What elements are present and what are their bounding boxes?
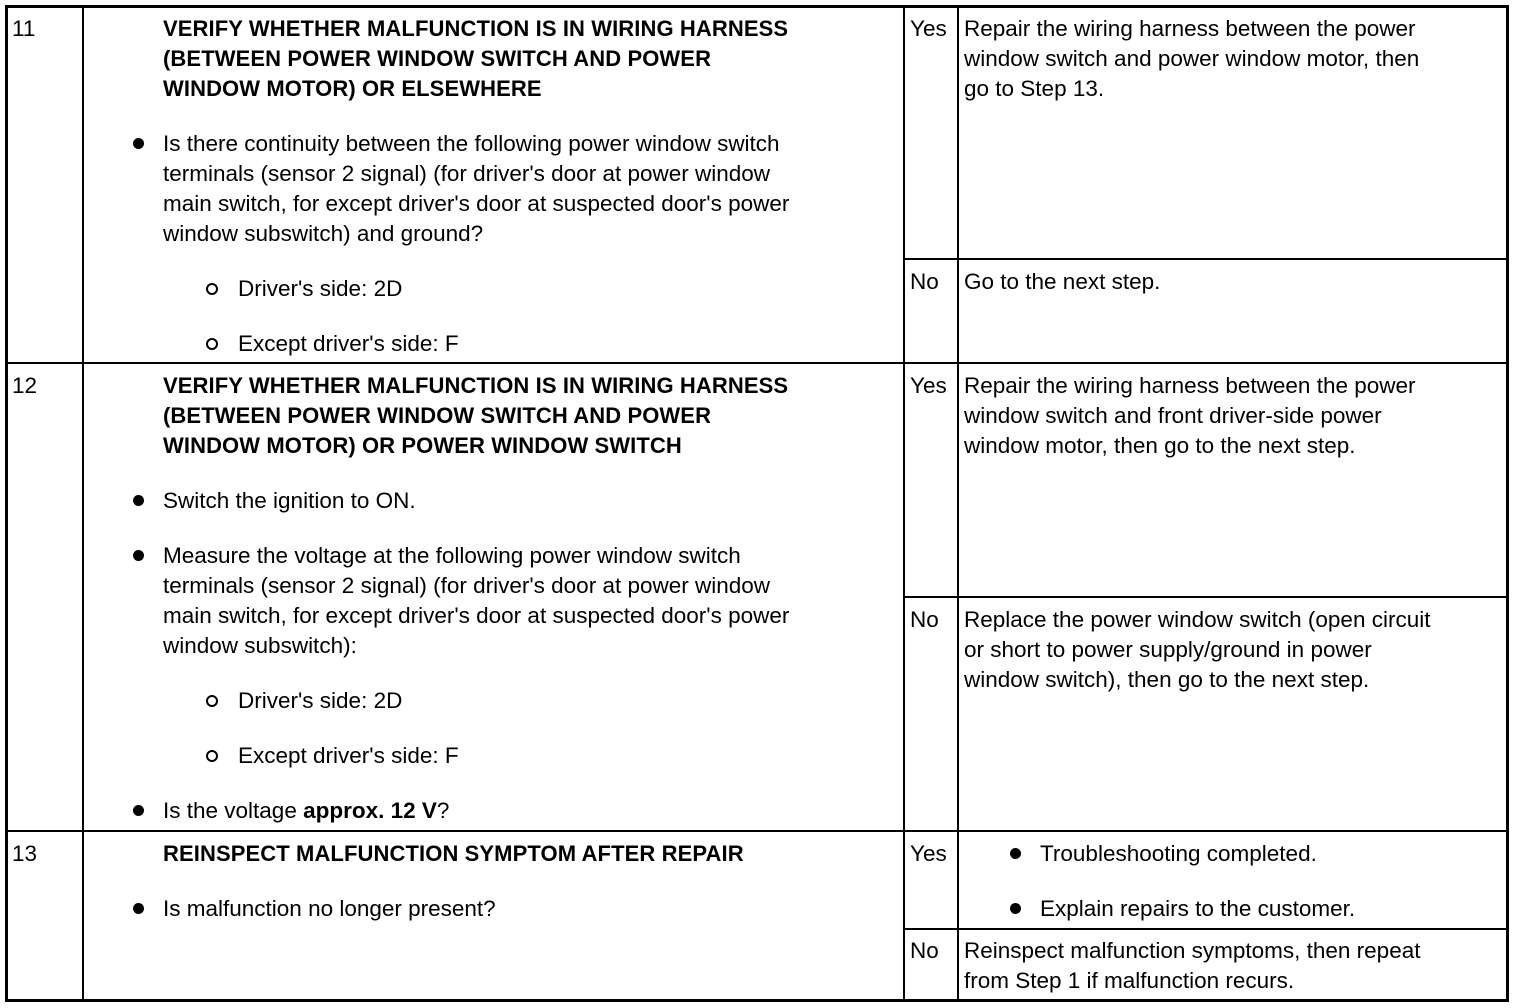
- sub-item: Except driver's side: F: [238, 743, 459, 768]
- divider-12-yes-no: [903, 596, 1506, 598]
- step-number: 13: [12, 841, 38, 866]
- sub-bullet-icon: [206, 283, 218, 295]
- bullet-icon: [133, 805, 144, 816]
- yes-action: Explain repairs to the customer.: [1040, 896, 1356, 921]
- bullet-icon: [133, 903, 144, 914]
- bullet-icon: [133, 550, 144, 561]
- no-label: No: [910, 607, 939, 632]
- bullet-icon: [1010, 848, 1021, 859]
- step-number: 11: [12, 16, 36, 41]
- divider-step-column: [82, 5, 84, 999]
- sub-bullet-icon: [206, 695, 218, 707]
- no-label: No: [910, 269, 939, 294]
- inspection-item: Is malfunction no longer present?: [163, 896, 496, 921]
- step-number: 12: [12, 373, 38, 398]
- divider-13-yes-no: [903, 928, 1506, 930]
- sub-item: Driver's side: 2D: [238, 276, 403, 301]
- yes-label: Yes: [910, 16, 947, 41]
- divider-result-column: [957, 5, 959, 999]
- step-heading: REINSPECT MALFUNCTION SYMPTOM AFTER REPAIR: [163, 841, 744, 866]
- yes-action: Troubleshooting completed.: [1040, 841, 1317, 866]
- bullet-icon: [1010, 903, 1021, 914]
- sub-bullet-icon: [206, 338, 218, 350]
- divider-inspection-column: [903, 5, 905, 999]
- no-action: Go to the next step.: [964, 269, 1161, 294]
- bullet-icon: [133, 138, 144, 149]
- inspection-item: Is the voltage approx. 12 V?: [163, 798, 450, 823]
- sub-item: Except driver's side: F: [238, 331, 459, 356]
- inspection-item: Switch the ignition to ON.: [163, 488, 416, 513]
- yes-label: Yes: [910, 841, 947, 866]
- yes-label: Yes: [910, 373, 947, 398]
- no-label: No: [910, 938, 939, 963]
- bullet-icon: [133, 495, 144, 506]
- sub-item: Driver's side: 2D: [238, 688, 403, 713]
- sub-bullet-icon: [206, 750, 218, 762]
- troubleshooting-table: 11 VERIFY WHETHER MALFUNCTION IS IN WIRING HARNESS (BETWEEN POWER WINDOW SWITCH AND POWER WINDOW MOTOR) OR ELSEWHERE Is there continuity between the following power window switch terminals (sensor 2 signal) (for driver's door at power window main switch, for except driver's door at suspected door's power window subswitch) and ground? Driver's side: 2D Except driver's side: F Yes Repair the wiring harness between the power window switch and power window motor, then go to Step 13. No Go to the next step. 12 VERIFY WHETHER MALFUNCTION IS IN WIRING HARNESS (BETWEEN POWER WINDOW SWITCH AND POWER WINDOW MOTOR) OR POWER WINDOW SWITCH Switch the ignition to ON. Measure the voltage at the following power window switch terminals (sensor 2 signal) (for driver's door at power window main switch, for except driver's door at suspected door's power window subswitch): Driver's side: 2D Except driver's side: F Is the voltage approx. 12 V? Yes Repair the wiring harness between the power window switch and front driver-side power window motor, then go to the next step. No Replace the power window switch (open circuit or short to power supply/ground in power window switch), then go to the next step. 13 REINSPECT MALFUNCTION SYMPTOM AFTER REPAIR Is malfunction no longer present? Yes Troubleshooting completed. Explain repairs to the customer. No Reinspect malfunction symptoms, then repeat from Step 1 if malfunction recurs.: [0, 0, 1520, 1008]
- divider-row-11-12: [5, 362, 1506, 364]
- divider-row-12-13: [5, 830, 1506, 832]
- divider-11-yes-no: [903, 258, 1506, 260]
